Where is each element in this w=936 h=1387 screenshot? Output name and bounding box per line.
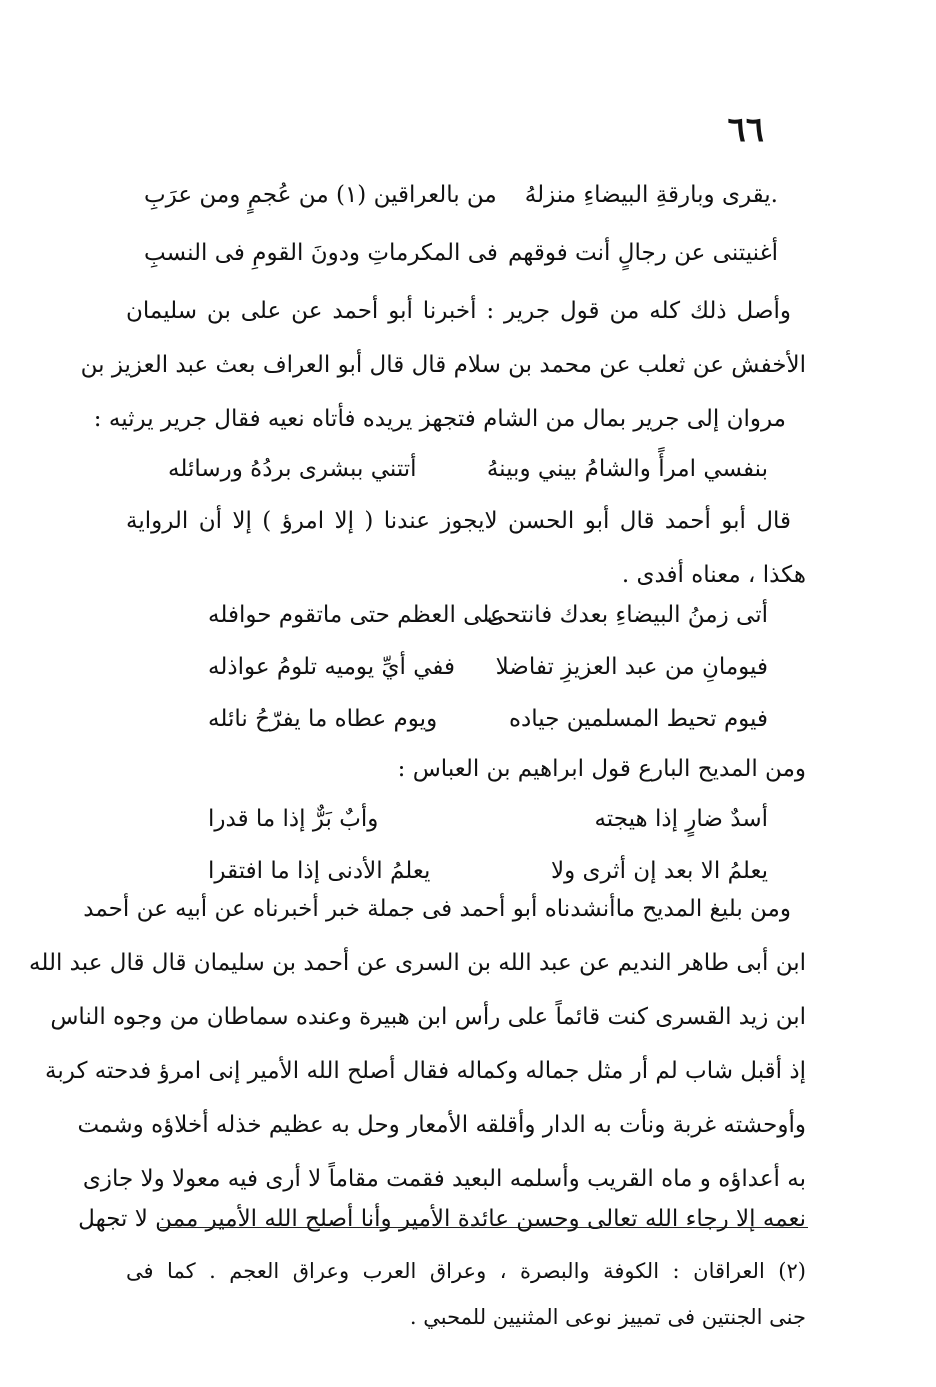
- verse-second-hemistich: ففي أيِّ يوميه تلومُ عواذله: [208, 654, 456, 680]
- paragraph-line: الأخفش عن ثعلب عن محمد بن سلام قال قال أبو العراف بعث عبد العزيز بن: [80, 352, 806, 378]
- footnote-line: (٢) العراقان : الكوفة والبصرة ، وعراق العرب وعراق العجم . كما فى: [126, 1259, 806, 1283]
- verse-first-hemistich: .يقرى وبارقةِ البيضاءِ منزلهُ: [524, 182, 778, 208]
- paragraph-line: إذ أقبل شاب لم أر مثل جماله وكماله فقال أصلح الله الأمير إنى امرؤ فدحته كربة: [45, 1058, 806, 1084]
- verse-second-hemistich: وأبٌ بَرٌّ إذا ما قدرا: [208, 806, 379, 832]
- page-number: ٦٦: [727, 110, 764, 150]
- verse-second-hemistich: من بالعراقين (١) من عُجمٍ ومن عرَبِ: [144, 182, 497, 208]
- paragraph-line: مروان إلى جرير بمال من الشام فتجهز يريده فأتاه نعيه فقال جرير يرثيه :: [93, 406, 786, 432]
- verse-first-hemistich: أغنيتنى عن رجالٍ أنت فوقهم: [507, 240, 778, 266]
- verse-first-hemistich: أتى زمنُ البيضاءِ بعدك فانتحى: [486, 602, 768, 628]
- paragraph-line: ابن أبى طاهر النديم عن عبد الله بن السرى عن أحمد بن سليمان قال قال عبد الله: [29, 950, 806, 976]
- verse-line: [168, 440, 768, 498]
- paragraph-line: نعمه إلا رجاء الله تعالى وحسن عائدة الأمير وأنا أصلح الله الأمير ممن لا تجهل: [78, 1206, 806, 1232]
- verse-first-hemistich: يعلمُ الا بعد إن أثرى ولا: [550, 858, 768, 884]
- footnote-separator: [160, 1227, 808, 1228]
- verse-line: [208, 586, 768, 644]
- verse-second-hemistich: فى المكرماتِ ودونَ القومِ فى النسبِ: [144, 240, 498, 266]
- verse-first-hemistich: بنفسي امرأً والشامُ بيني وبينهُ: [486, 456, 768, 482]
- verse-line: [144, 224, 778, 282]
- verse-second-hemistich: ويوم عطاه ما يفرّحُ نائله: [208, 706, 438, 732]
- paragraph-line: ابن زيد القسرى كنت قائماً على رأس ابن هبيرة وعنده سماطان من وجوه الناس: [50, 1004, 806, 1030]
- paragraph-line: ومن بليغ المديح ماأنشدناه أبو أحمد فى جملة خبر أخبرناه عن أبيه عن أحمد: [83, 896, 791, 922]
- verse-second-hemistich: أتتني ببشرى بردُهُ ورسائله: [168, 456, 417, 482]
- verse-line: [208, 790, 768, 848]
- verse-second-hemistich: على العظم حتى ماتقوم حوافله: [208, 602, 504, 628]
- paragraph-line: وأصل ذلك كله من قول جرير : أخبرنا أبو أحمد عن على بن سليمان: [126, 298, 791, 324]
- verse-first-hemistich: فيومانِ من عبد العزيزِ تفاضلا: [495, 654, 768, 680]
- verse-second-hemistich: يعلمُ الأدنى إذا ما افتقرا: [208, 858, 431, 884]
- verse-first-hemistich: فيوم تحيط المسلمين جياده: [508, 706, 768, 732]
- verse-line: [144, 166, 778, 224]
- paragraph-line: وأوحشته غربة ونأت به الدار وأقلقه الأمعار وحل به عظيم خذله أخلاؤه وشمت: [77, 1112, 806, 1138]
- paragraph-line: هكذا ، معناه أفدى .: [621, 562, 806, 588]
- verse-first-hemistich: أسدٌ ضارٍ إذا هيجته: [594, 806, 768, 832]
- footnote-line: جنى الجنتين فى تمييز نوعى المثنيين للمحبي .: [409, 1305, 806, 1329]
- paragraph-line: ومن المديح البارع قول ابراهيم بن العباس :: [397, 756, 806, 782]
- paragraph-line: قال أبو أحمد قال أبو الحسن لايجوز عندنا ( إلا امرؤ ) إلا أن الرواية: [126, 508, 791, 534]
- paragraph-line: به أعداؤه و ماه القريب وأسلمه البعيد فقمت مقاماً لا أرى فيه معولا ولا جازى: [82, 1166, 806, 1192]
- verse-line: [208, 638, 768, 696]
